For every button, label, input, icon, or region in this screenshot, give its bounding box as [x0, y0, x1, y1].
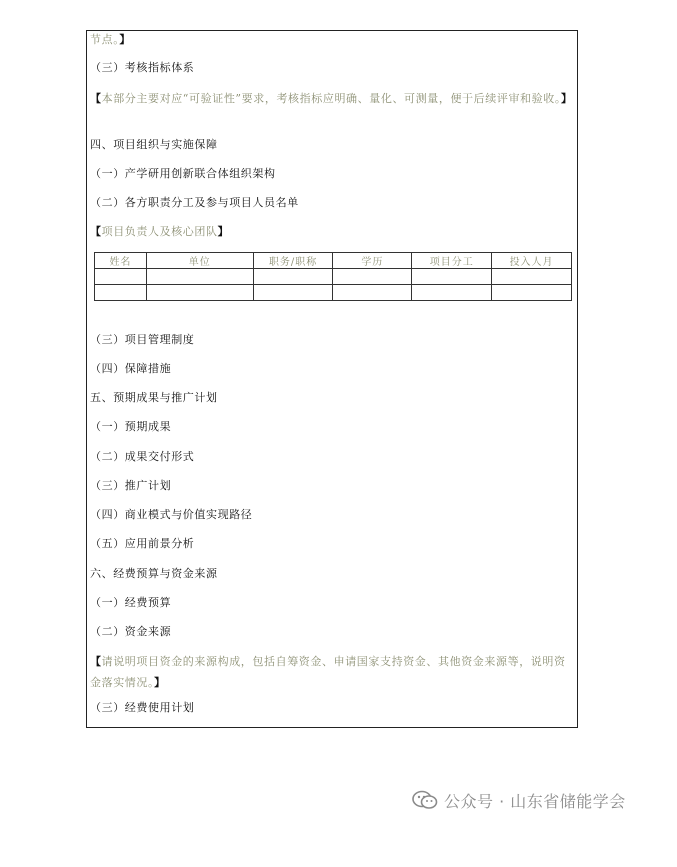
table-header-cell: 项目分工	[412, 253, 492, 269]
heading-section-four: 四、项目组织与实施保障	[90, 138, 218, 151]
heading-section-six: 六、经费预算与资金来源	[90, 567, 218, 580]
table-header-cell: 职务/职称	[253, 253, 333, 269]
table-cell[interactable]	[333, 285, 412, 301]
heading-delivery-form: （二）成果交付形式	[90, 450, 195, 463]
table-header-row	[95, 253, 572, 269]
note-funding-sources: 【请说明项目资金的来源构成，包括自筹资金、申请国家支持资金、其他资金来源等，说明资金落实情况。】	[90, 655, 566, 689]
heading-promotion-plan: （三）推广计划	[90, 479, 172, 492]
heading-management-system: （三）项目管理制度	[90, 333, 195, 346]
table-header-cell: 学历	[333, 253, 412, 269]
table-cell[interactable]	[492, 269, 572, 285]
table-cell[interactable]	[333, 269, 412, 285]
table-cell[interactable]	[492, 285, 572, 301]
table-cell[interactable]	[95, 269, 147, 285]
table-cell[interactable]	[146, 269, 253, 285]
watermark	[412, 787, 626, 813]
table-cell[interactable]	[146, 285, 253, 301]
heading-funding-sources: （二）资金来源	[90, 625, 172, 638]
table-row	[95, 285, 572, 301]
table-cell[interactable]	[253, 285, 333, 301]
watermark-text: 公众号 · 山东省储能学会	[444, 791, 626, 811]
document-frame	[86, 30, 578, 728]
heading-responsibilities: （二）各方职责分工及参与项目人员名单	[90, 196, 299, 209]
wechat-icon	[412, 790, 438, 810]
heading-safeguards: （四）保障措施	[90, 362, 172, 375]
heading-expense-plan: （三）经费使用计划	[90, 701, 195, 714]
note-team-label: 【项目负责人及核心团队】	[90, 225, 230, 238]
table-cell[interactable]	[95, 285, 147, 301]
table-cell[interactable]	[253, 269, 333, 285]
team-table	[94, 252, 572, 301]
heading-assessment-indicators: （三）考核指标体系	[90, 61, 195, 74]
heading-application-prospects: （五）应用前景分析	[90, 537, 195, 550]
heading-budget: （一）经费预算	[90, 596, 172, 609]
text-line-node-end: 节点。】	[90, 33, 131, 46]
heading-consortium-structure: （一）产学研用创新联合体组织架构	[90, 167, 276, 180]
table-header-cell: 投入人月	[492, 253, 572, 269]
table-header-cell: 单位	[146, 253, 253, 269]
note-assessment-indicators: 【本部分主要对应“可验证性”要求，考核指标应明确、量化、可测量，便于后续评审和验收。】	[90, 92, 573, 105]
heading-business-model: （四）商业模式与价值实现路径	[90, 508, 253, 521]
table-cell[interactable]	[412, 285, 492, 301]
heading-section-five: 五、预期成果与推广计划	[90, 391, 218, 404]
table-row	[95, 269, 572, 285]
table-cell[interactable]	[412, 269, 492, 285]
table-header-cell: 姓名	[95, 253, 147, 269]
heading-expected-results: （一）预期成果	[90, 420, 172, 433]
